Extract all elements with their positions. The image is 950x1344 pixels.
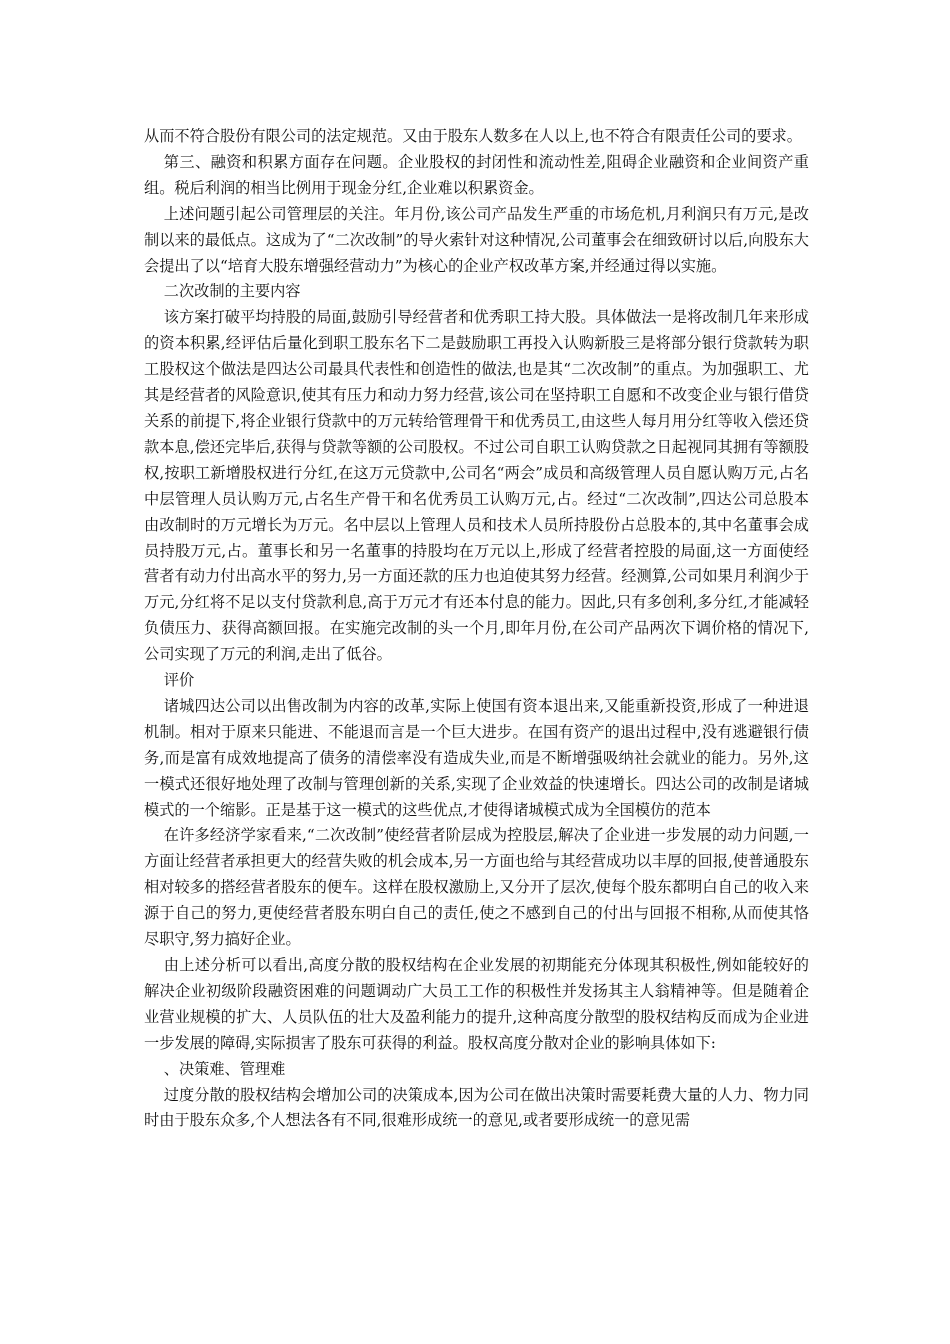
paragraph-5: 诸城四达公司以出售改制为内容的改革,实际上使国有资本退出来,又能重新投资,形成了一种进退机制。相对于原来只能进、不能退而言是一个巨大进步。在国有资产的退出过程中,没有逃避银行债务,而是富有成效地提高了债务的清偿率没有造成失业,而是不断增强吸纳社会就业的能力。另外,这一模式还很好地处理了改制与管理创新的关系,实现了企业效益的快速增长。四达公司的改制是诸城模式的一个缩影。正是基于这一模式的这些优点,才使得诸城模式成为全国模仿的范本 — [144, 696, 809, 819]
paragraph-1: 从而不符合股份有限公司的法定规范。又由于股东人数多在人以上,也不符合有限责任公司的要求。 — [144, 127, 802, 145]
paragraph-8: 过度分散的股权结构会增加公司的决策成本,因为公司在做出决策时需要耗费大量的人力、物力同时由于股东众多,个人想法各有不同,很难形成统一的意见,或者要形成统一的意见需 — [144, 1085, 809, 1130]
paragraph-4: 该方案打破平均持股的局面,鼓励引导经营者和优秀职工持大股。具体做法一是将改制几年来形成的资本积累,经评估后量化到职工股东名下二是鼓励职工再投入认购新股三是将部分银行贷款转为职工股权这个做法是四达公司最具代表性和创造性的做法,也是其“二次改制”的重点。为加强职工、尤其是经营者的风险意识,使其有压力和动力努力经营,该公司在坚持职工自愿和不改变企业与银行借贷关系的前提下,将企业银行贷款中的万元转给管理骨干和优秀员工,由这些人每月用分红等收入偿还贷款本息,偿还完毕后,获得与贷款等额的公司股权。不过公司自职工认购贷款之日起视同其拥有等额股权,按职工新增股权进行分红,在这万元贷款中,公司名“两会”成员和高级管理人员自愿认购万元,占名中层管理人员认购万元,占名生产骨干和名优秀员工认购万元,占。经过“二次改制”,四达公司总股本由改制时的万元增长为万元。名中层以上管理人员和技术人员所持股份占总股本的,其中名董事会成员持股万元,占。董事长和另一名董事的持股均在万元以上,形成了经营者控股的局面,这一方面使经营者有动力付出高水平的努力,另一方面还款的压力也迫使其努力经营。经测算,公司如果月利润少于万元,分红将不足以支付贷款利息,高于万元才有还本付息的能力。因此,只有多创利,多分红,才能减轻负债压力、获得高额回报。在实施完改制的头一个月,即年月份,在公司产品两次下调价格的情况下,公司实现了万元的利润,走出了低谷。 — [144, 308, 809, 664]
section-heading-evaluation: 评价 — [163, 671, 195, 690]
section-heading-decision-difficulty: 、决策难、管理难 — [163, 1059, 286, 1078]
document-body — [144, 124, 809, 1134]
paragraph-2: 第三、融资和积累方面存在问题。企业股权的封闭性和流动性差,阻碍企业融资和企业间资产重组。税后利润的相当比例用于现金分红,企业难以积累资金。 — [144, 152, 809, 197]
section-heading-main-content: 二次改制的主要内容 — [163, 282, 301, 301]
paragraph-3: 上述问题引起公司管理层的关注。年月份,该公司产品发生严重的市场危机,月利润只有万元,是改制以来的最低点。这成为了“二次改制”的导火索针对这种情况,公司董事会在细致研讨以后,向股东大会提出了以“培育大股东增强经营动力”为核心的企业产权改革方案,并经通过得以实施。 — [144, 204, 809, 275]
paragraph-6: 在许多经济学家看来,“二次改制”使经营者阶层成为控股层,解决了企业进一步发展的动力问题,一方面让经营者承担更大的经营失败的机会成本,另一方面也给与其经营成功以丰厚的回报,使普通股东相对较多的搭经营者股东的便车。这样在股权激励上,又分开了层次,使每个股东都明白自己的收入来源于自己的努力,更使经营者股东明白自己的责任,使之不感到自己的付出与回报不相称,从而使其恪尽职守,努力搞好企业。 — [144, 826, 809, 949]
paragraph-7: 由上述分析可以看出,高度分散的股权结构在企业发展的初期能充分体现其积极性,例如能较好的解决企业初级阶段融资困难的问题调动广大员工工作的积极性并发扬其主人翁精神等。但是随着企业营业规模的扩大、人员队伍的壮大及盈利能力的提升,这种高度分散型的股权结构反而成为企业进一步发展的障碍,实际损害了股东可获得的利益。股权高度分散对企业的影响具体如下: — [144, 956, 809, 1052]
